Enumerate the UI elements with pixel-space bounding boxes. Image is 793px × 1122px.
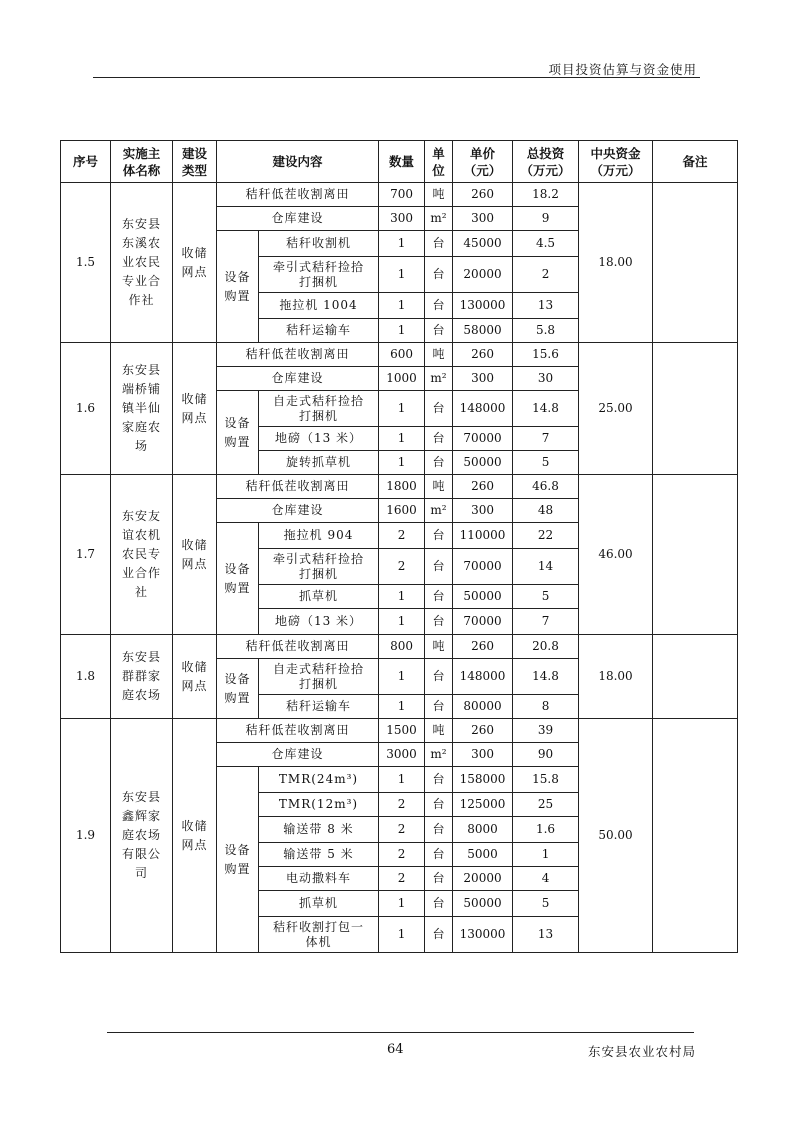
central-funds: 18.00	[579, 635, 653, 719]
unit-price: 58000	[453, 319, 513, 343]
quantity: 2	[379, 817, 425, 843]
construction-content: 秸秆低茬收割离田	[217, 635, 379, 659]
central-funds: 18.00	[579, 183, 653, 343]
equipment-category: 设备 购置	[217, 523, 259, 635]
unit-price: 80000	[453, 695, 513, 719]
row-number: 1.7	[61, 475, 111, 635]
entity-name: 东安县 群群家 庭农场	[111, 635, 173, 719]
header-no: 序号	[61, 141, 111, 183]
construction-content: 拖拉机 904	[259, 523, 379, 549]
total-investment: 48	[513, 499, 579, 523]
organization-name: 东安县农业农村局	[587, 1044, 696, 1059]
central-funds: 25.00	[579, 343, 653, 475]
header-divider	[93, 77, 700, 78]
quantity: 1000	[379, 367, 425, 391]
entity-name: 东安县 东溪农 业农民 专业合 作社	[111, 183, 173, 343]
total-investment: 5	[513, 585, 579, 609]
unit: 吨	[425, 719, 453, 743]
unit: 台	[425, 609, 453, 635]
quantity: 1	[379, 231, 425, 257]
quantity: 1	[379, 585, 425, 609]
total-investment: 7	[513, 609, 579, 635]
remark	[653, 635, 738, 719]
table-row	[61, 635, 738, 659]
total-investment: 15.6	[513, 343, 579, 367]
quantity: 2	[379, 843, 425, 867]
table-row	[61, 343, 738, 367]
unit: 台	[425, 695, 453, 719]
total-investment: 90	[513, 743, 579, 767]
unit: 台	[425, 293, 453, 319]
total-investment: 5	[513, 451, 579, 475]
total-investment: 7	[513, 427, 579, 451]
quantity: 1	[379, 917, 425, 953]
header-type: 建设 类型	[173, 141, 217, 183]
remark	[653, 719, 738, 953]
unit-price: 260	[453, 635, 513, 659]
total-investment: 13	[513, 293, 579, 319]
quantity: 2	[379, 523, 425, 549]
unit: 台	[425, 319, 453, 343]
quantity: 1600	[379, 499, 425, 523]
unit: 台	[425, 391, 453, 427]
unit: 吨	[425, 183, 453, 207]
unit-price: 300	[453, 743, 513, 767]
unit: 台	[425, 427, 453, 451]
construction-content: 输送带 5 米	[259, 843, 379, 867]
construction-content: 抓草机	[259, 891, 379, 917]
construction-content: 仓库建设	[217, 499, 379, 523]
construction-content: 输送带 8 米	[259, 817, 379, 843]
unit-price: 50000	[453, 451, 513, 475]
construction-content: 地磅（13 米）	[259, 609, 379, 635]
construction-content: 自走式秸秆捡拾 打捆机	[259, 391, 379, 427]
table-header-row	[61, 141, 738, 183]
unit-price: 130000	[453, 293, 513, 319]
page-number: 64	[387, 1042, 404, 1057]
entity-name: 东安县 鑫辉家 庭农场 有限公 司	[111, 719, 173, 953]
unit-price: 148000	[453, 659, 513, 695]
footer-divider	[107, 1032, 694, 1033]
construction-content: TMR(24m³)	[259, 767, 379, 793]
quantity: 1	[379, 293, 425, 319]
total-investment: 14	[513, 549, 579, 585]
unit-price: 20000	[453, 257, 513, 293]
header-qty: 数量	[379, 141, 425, 183]
construction-content: 地磅（13 米）	[259, 427, 379, 451]
construction-content: 仓库建设	[217, 743, 379, 767]
unit: m²	[425, 743, 453, 767]
construction-type: 收储 网点	[173, 635, 217, 719]
header-entity: 实施主 体名称	[111, 141, 173, 183]
total-investment: 30	[513, 367, 579, 391]
header-remark: 备注	[653, 141, 738, 183]
unit: 台	[425, 549, 453, 585]
construction-content: 秸秆运输车	[259, 695, 379, 719]
total-investment: 1.6	[513, 817, 579, 843]
table-row	[61, 719, 738, 743]
construction-type: 收储 网点	[173, 719, 217, 953]
quantity: 1	[379, 451, 425, 475]
header-unit: 单 位	[425, 141, 453, 183]
total-investment: 13	[513, 917, 579, 953]
total-investment: 14.8	[513, 659, 579, 695]
quantity: 3000	[379, 743, 425, 767]
unit: 台	[425, 585, 453, 609]
quantity: 700	[379, 183, 425, 207]
equipment-category: 设备 购置	[217, 391, 259, 475]
quantity: 300	[379, 207, 425, 231]
construction-content: 秸秆运输车	[259, 319, 379, 343]
unit-price: 260	[453, 183, 513, 207]
quantity: 1	[379, 257, 425, 293]
total-investment: 2	[513, 257, 579, 293]
construction-content: 牵引式秸秆捡拾 打捆机	[259, 257, 379, 293]
header-content: 建设内容	[217, 141, 379, 183]
quantity: 1	[379, 695, 425, 719]
quantity: 1	[379, 391, 425, 427]
total-investment: 22	[513, 523, 579, 549]
total-investment: 20.8	[513, 635, 579, 659]
unit-price: 260	[453, 343, 513, 367]
header-price: 单价 （元）	[453, 141, 513, 183]
construction-content: 牵引式秸秆捡拾 打捆机	[259, 549, 379, 585]
unit-price: 260	[453, 475, 513, 499]
remark	[653, 183, 738, 343]
total-investment: 15.8	[513, 767, 579, 793]
header-central: 中央资金 （万元）	[579, 141, 653, 183]
quantity: 1	[379, 427, 425, 451]
construction-content: 仓库建设	[217, 207, 379, 231]
total-investment: 39	[513, 719, 579, 743]
quantity: 1	[379, 659, 425, 695]
total-investment: 25	[513, 793, 579, 817]
unit-price: 300	[453, 367, 513, 391]
unit: 台	[425, 767, 453, 793]
construction-content: 抓草机	[259, 585, 379, 609]
quantity: 1	[379, 891, 425, 917]
construction-content: 秸秆低茬收割离田	[217, 183, 379, 207]
unit-price: 50000	[453, 585, 513, 609]
unit-price: 70000	[453, 549, 513, 585]
entity-name: 东安友 谊农机 农民专 业合作 社	[111, 475, 173, 635]
table-row	[61, 475, 738, 499]
construction-content: 秸秆收割机	[259, 231, 379, 257]
total-investment: 18.2	[513, 183, 579, 207]
construction-content: 仓库建设	[217, 367, 379, 391]
unit: 吨	[425, 343, 453, 367]
unit: 台	[425, 917, 453, 953]
construction-content: 旋转抓草机	[259, 451, 379, 475]
unit-price: 5000	[453, 843, 513, 867]
construction-type: 收储 网点	[173, 343, 217, 475]
quantity: 2	[379, 549, 425, 585]
quantity: 2	[379, 793, 425, 817]
unit: 台	[425, 793, 453, 817]
unit-price: 45000	[453, 231, 513, 257]
total-investment: 46.8	[513, 475, 579, 499]
quantity: 800	[379, 635, 425, 659]
equipment-category: 设备 购置	[217, 231, 259, 343]
total-investment: 9	[513, 207, 579, 231]
construction-content: TMR(12m³)	[259, 793, 379, 817]
remark	[653, 475, 738, 635]
unit-price: 125000	[453, 793, 513, 817]
total-investment: 8	[513, 695, 579, 719]
unit: 台	[425, 817, 453, 843]
unit: 吨	[425, 635, 453, 659]
total-investment: 4.5	[513, 231, 579, 257]
unit: 台	[425, 843, 453, 867]
construction-content: 秸秆低茬收割离田	[217, 475, 379, 499]
row-number: 1.8	[61, 635, 111, 719]
unit: 台	[425, 231, 453, 257]
entity-name: 东安县 端桥铺 镇半仙 家庭农 场	[111, 343, 173, 475]
table-row	[61, 183, 738, 207]
total-investment: 5.8	[513, 319, 579, 343]
unit-price: 260	[453, 719, 513, 743]
row-number: 1.5	[61, 183, 111, 343]
construction-content: 秸秆低茬收割离田	[217, 719, 379, 743]
unit-price: 20000	[453, 867, 513, 891]
total-investment: 4	[513, 867, 579, 891]
header-total: 总投资 （万元）	[513, 141, 579, 183]
central-funds: 46.00	[579, 475, 653, 635]
quantity: 600	[379, 343, 425, 367]
quantity: 1500	[379, 719, 425, 743]
total-investment: 5	[513, 891, 579, 917]
total-investment: 1	[513, 843, 579, 867]
unit-price: 8000	[453, 817, 513, 843]
construction-content: 秸秆收割打包一 体机	[259, 917, 379, 953]
row-number: 1.9	[61, 719, 111, 953]
unit: 台	[425, 659, 453, 695]
unit-price: 300	[453, 499, 513, 523]
total-investment: 14.8	[513, 391, 579, 427]
equipment-category: 设备 购置	[217, 659, 259, 719]
construction-type: 收储 网点	[173, 475, 217, 635]
central-funds: 50.00	[579, 719, 653, 953]
quantity: 2	[379, 867, 425, 891]
unit: 吨	[425, 475, 453, 499]
construction-content: 电动撒料车	[259, 867, 379, 891]
quantity: 1	[379, 319, 425, 343]
unit: 台	[425, 451, 453, 475]
unit-price: 70000	[453, 609, 513, 635]
header-title: 项目投资估算与资金使用	[548, 62, 697, 77]
unit-price: 70000	[453, 427, 513, 451]
unit-price: 50000	[453, 891, 513, 917]
construction-content: 自走式秸秆捡拾 打捆机	[259, 659, 379, 695]
unit-price: 110000	[453, 523, 513, 549]
remark	[653, 343, 738, 475]
construction-content: 秸秆低茬收割离田	[217, 343, 379, 367]
unit: 台	[425, 523, 453, 549]
row-number: 1.6	[61, 343, 111, 475]
quantity: 1800	[379, 475, 425, 499]
table-body	[61, 183, 738, 953]
construction-content: 拖拉机 1004	[259, 293, 379, 319]
unit: 台	[425, 891, 453, 917]
unit-price: 148000	[453, 391, 513, 427]
equipment-category: 设备 购置	[217, 767, 259, 953]
unit: 台	[425, 257, 453, 293]
unit-price: 158000	[453, 767, 513, 793]
unit: m²	[425, 499, 453, 523]
unit: m²	[425, 367, 453, 391]
unit-price: 130000	[453, 917, 513, 953]
investment-table	[60, 140, 738, 953]
unit: m²	[425, 207, 453, 231]
construction-type: 收储 网点	[173, 183, 217, 343]
unit: 台	[425, 867, 453, 891]
quantity: 1	[379, 767, 425, 793]
quantity: 1	[379, 609, 425, 635]
unit-price: 300	[453, 207, 513, 231]
